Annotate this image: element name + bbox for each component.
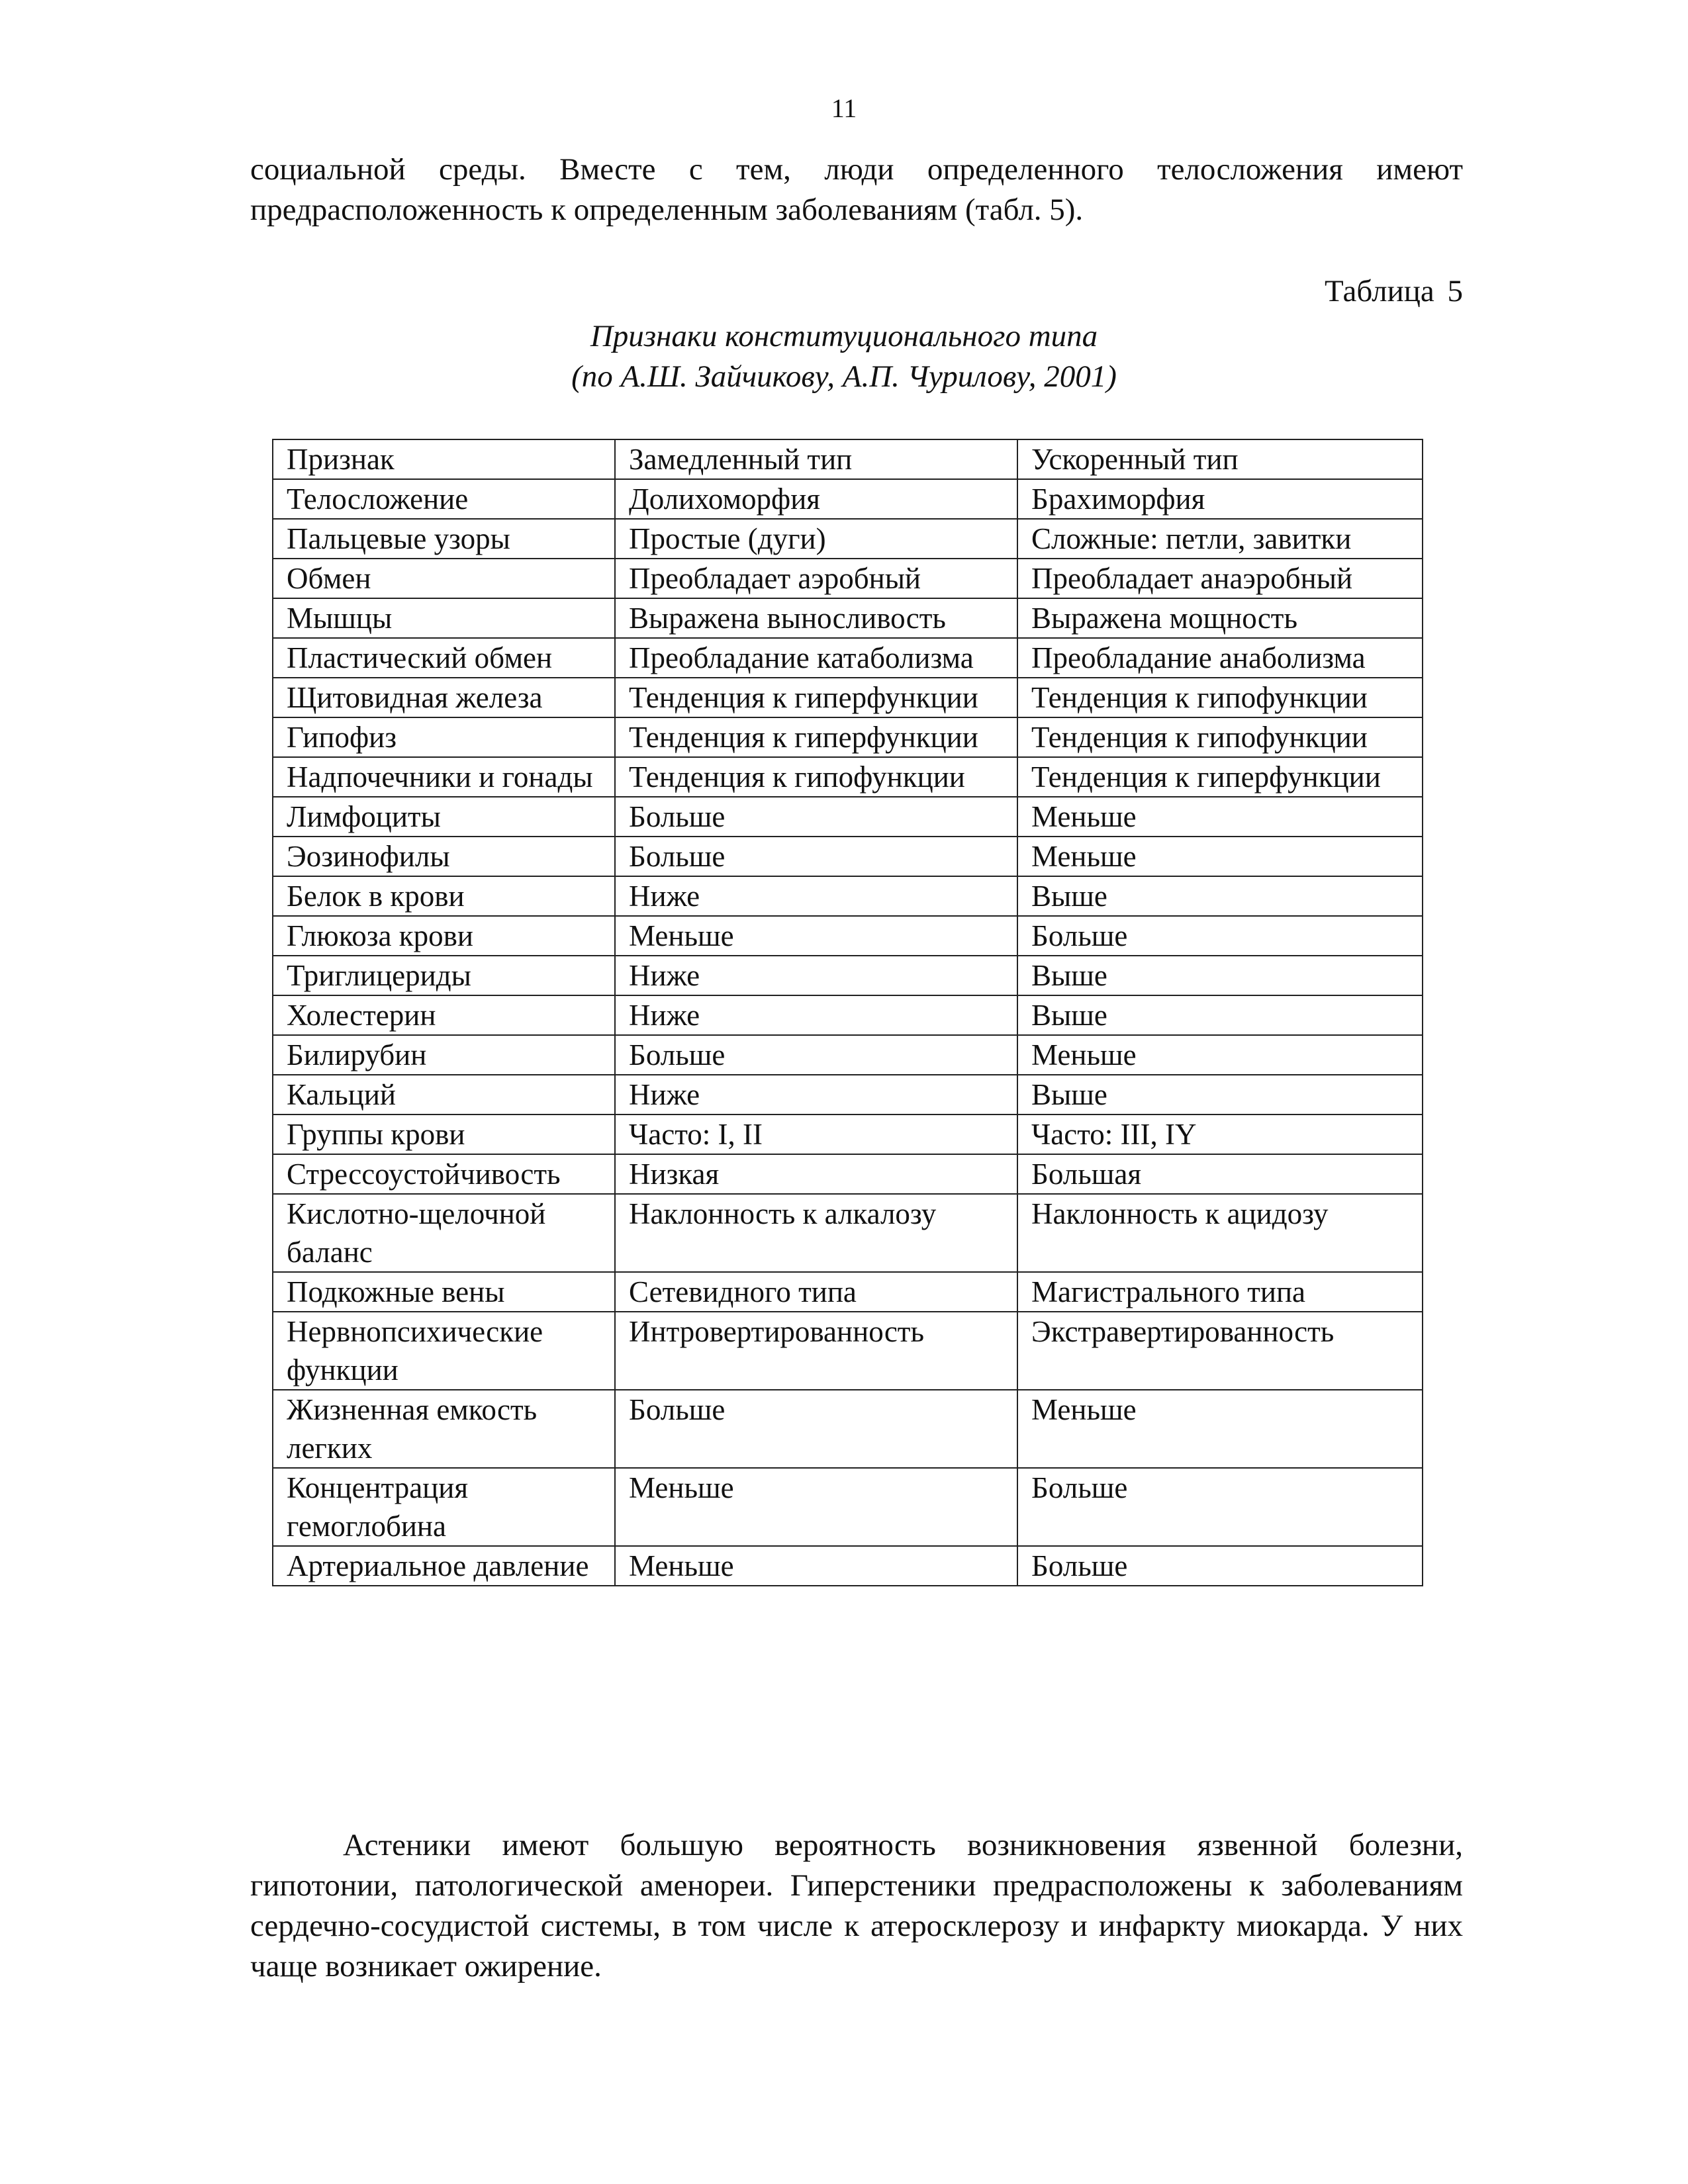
table-cell: Больше xyxy=(615,797,1017,837)
table-cell: Тенденция к гиперфункции xyxy=(615,717,1017,757)
table-cell: Наклонность к алкалозу xyxy=(615,1194,1017,1272)
table-cell: Больше xyxy=(1017,916,1423,956)
table-cell: Преобладает аэробный xyxy=(615,559,1017,598)
table-cell: Больше xyxy=(615,837,1017,876)
table-cell: Выражена выносливость xyxy=(615,598,1017,638)
table-cell: Тенденция к гиперфункции xyxy=(1017,757,1423,797)
header-cell: Ускоренный тип xyxy=(1017,439,1423,479)
table-cell: Пальцевые узоры xyxy=(273,519,615,559)
table-row xyxy=(273,479,1423,519)
table-cell: Глюкоза крови xyxy=(273,916,615,956)
table-row xyxy=(273,638,1423,678)
table-title-line-1: Признаки конституционального типа xyxy=(590,319,1098,353)
table-row xyxy=(273,876,1423,916)
table-cell: Больше xyxy=(1017,1468,1423,1546)
table-cell: Больше xyxy=(615,1035,1017,1075)
table-cell: Интровертированность xyxy=(615,1312,1017,1390)
table-cell: Преобладает анаэробный xyxy=(1017,559,1423,598)
table-cell: Триглицериды xyxy=(273,956,615,995)
table-cell: Гипофиз xyxy=(273,717,615,757)
table-cell: Выше xyxy=(1017,956,1423,995)
table-row xyxy=(273,559,1423,598)
table-cell: Часто: I, II xyxy=(615,1115,1017,1154)
table-cell: Билирубин xyxy=(273,1035,615,1075)
table-cell: Меньше xyxy=(1017,1035,1423,1075)
table-row xyxy=(273,678,1423,717)
table-cell: Выражена мощность xyxy=(1017,598,1423,638)
table-cell: Магистрального типа xyxy=(1017,1272,1423,1312)
table-cell: Выше xyxy=(1017,1075,1423,1115)
table-cell: Концентрация гемоглобина xyxy=(273,1468,615,1546)
header-cell: Замедленный тип xyxy=(615,439,1017,479)
table-cell: Пластический обмен xyxy=(273,638,615,678)
table-row xyxy=(273,1154,1423,1194)
table-cell: Кислотно-щелочной баланс xyxy=(273,1194,615,1272)
table-label: Таблица 5 xyxy=(1324,274,1463,308)
table-cell: Преобладание катаболизма xyxy=(615,638,1017,678)
table-row xyxy=(273,916,1423,956)
table-row xyxy=(273,717,1423,757)
table-cell: Обмен xyxy=(273,559,615,598)
table-cell: Тенденция к гипофункции xyxy=(1017,678,1423,717)
table-cell: Группы крови xyxy=(273,1115,615,1154)
table-cell: Ниже xyxy=(615,956,1017,995)
table-cell: Кальций xyxy=(273,1075,615,1115)
table-cell: Больше xyxy=(615,1390,1017,1468)
table-cell: Сетевидного типа xyxy=(615,1272,1017,1312)
table-row xyxy=(273,797,1423,837)
table-header-row xyxy=(273,439,1423,479)
table-cell: Артериальное давление xyxy=(273,1546,615,1586)
page-number: 11 xyxy=(831,93,857,123)
table-cell: Долихоморфия xyxy=(615,479,1017,519)
table-cell: Ниже xyxy=(615,876,1017,916)
table-cell: Большая xyxy=(1017,1154,1423,1194)
table-cell: Меньше xyxy=(1017,797,1423,837)
table-cell: Преобладание анаболизма xyxy=(1017,638,1423,678)
table-cell: Тенденция к гипофункции xyxy=(1017,717,1423,757)
table-cell: Стрессоустойчивость xyxy=(273,1154,615,1194)
table-title xyxy=(0,316,1688,397)
table-row xyxy=(273,757,1423,797)
table-cell: Простые (дуги) xyxy=(615,519,1017,559)
table-cell: Низкая xyxy=(615,1154,1017,1194)
table-row xyxy=(273,1075,1423,1115)
table-title-line-2: (по А.Ш. Зайчикову, А.П. Чурилову, 2001) xyxy=(571,359,1117,394)
table-cell: Лимфоциты xyxy=(273,797,615,837)
table-cell: Меньше xyxy=(1017,837,1423,876)
table-cell: Тенденция к гипофункции xyxy=(615,757,1017,797)
table-cell: Меньше xyxy=(615,1468,1017,1546)
table-cell: Выше xyxy=(1017,995,1423,1035)
table-row xyxy=(273,1390,1423,1468)
table-row xyxy=(273,598,1423,638)
table-cell: Ниже xyxy=(615,1075,1017,1115)
table-row xyxy=(273,995,1423,1035)
table-cell: Наклонность к ацидозу xyxy=(1017,1194,1423,1272)
constitution-table xyxy=(272,439,1423,1586)
table-row xyxy=(273,519,1423,559)
table-cell: Меньше xyxy=(615,1546,1017,1586)
table-cell: Выше xyxy=(1017,876,1423,916)
table-cell: Холестерин xyxy=(273,995,615,1035)
table-cell: Брахиморфия xyxy=(1017,479,1423,519)
table-cell: Ниже xyxy=(615,995,1017,1035)
table-cell: Тенденция к гиперфункции xyxy=(615,678,1017,717)
table-cell: Меньше xyxy=(615,916,1017,956)
table-cell: Подкожные вены xyxy=(273,1272,615,1312)
table-cell: Часто: III, IY xyxy=(1017,1115,1423,1154)
table-cell: Больше xyxy=(1017,1546,1423,1586)
table-cell: Эозинофилы xyxy=(273,837,615,876)
table-cell: Надпочечники и гонады xyxy=(273,757,615,797)
table-cell: Меньше xyxy=(1017,1390,1423,1468)
intro-paragraph: социальной среды. Вместе с тем, люди определенного телосложения имеют предрасположенность к определенным заболеваниям (табл. 5). xyxy=(250,152,1463,227)
table-cell: Нервнопсихические функции xyxy=(273,1312,615,1390)
table-cell: Белок в крови xyxy=(273,876,615,916)
table-row xyxy=(273,1546,1423,1586)
table-cell: Сложные: петли, завитки xyxy=(1017,519,1423,559)
table-row xyxy=(273,1115,1423,1154)
table-row xyxy=(273,956,1423,995)
table-row xyxy=(273,1312,1423,1390)
table-row xyxy=(273,1272,1423,1312)
table-cell: Щитовидная железа xyxy=(273,678,615,717)
table-row xyxy=(273,1035,1423,1075)
table-cell: Мышцы xyxy=(273,598,615,638)
table-cell: Телосложение xyxy=(273,479,615,519)
table-row xyxy=(273,837,1423,876)
closing-paragraph: Астеники имеют большую вероятность возникновения язвенной болезни, гипотонии, патологической аменореи. Гиперстеники предрасположены к заболеваниям сердечно-сосудистой системы, в том числе к атеросклерозу и инфаркту миокарда. У них чаще возникает ожирение. xyxy=(250,1828,1463,1983)
table-row xyxy=(273,1468,1423,1546)
table-cell: Экстравертированность xyxy=(1017,1312,1423,1390)
header-cell: Признак xyxy=(273,439,615,479)
table-cell: Жизненная емкость легких xyxy=(273,1390,615,1468)
table-row xyxy=(273,1194,1423,1272)
